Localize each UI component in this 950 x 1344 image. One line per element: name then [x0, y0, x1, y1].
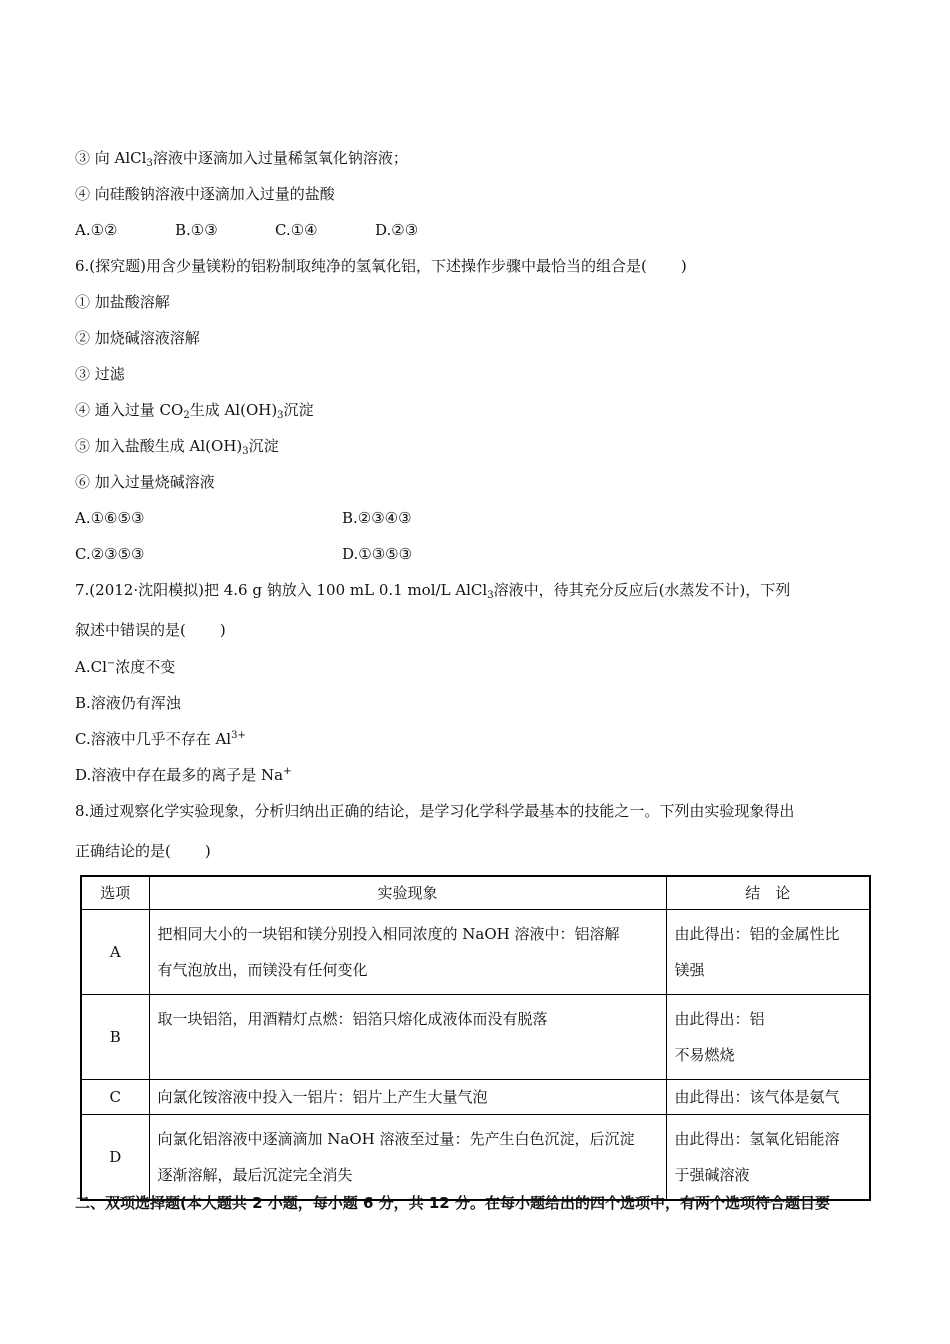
- header-conclusion: 结 论: [666, 876, 870, 910]
- table-row: [81, 995, 870, 1080]
- row-option: A: [81, 910, 149, 995]
- q6-step-1: ① 加盐酸溶解: [75, 293, 170, 311]
- header-phenomenon: 实验现象: [149, 876, 666, 910]
- table-row: [81, 910, 870, 995]
- row-phenomenon: 向氯化铝溶液中逐滴滴加 NaOH 溶液至过量：先产生白色沉淀，后沉淀 逐渐溶解，最后沉淀完全消失: [149, 1115, 666, 1201]
- table-row: [81, 1115, 870, 1201]
- q6-step-6: ⑥ 加入过量烧碱溶液: [75, 473, 215, 491]
- q8-stem-line-2: 正确结论的是( ): [75, 842, 211, 860]
- q6-step-5: ⑤ 加入盐酸生成 $Al(OH)_3$沉淀: [75, 437, 279, 457]
- table-row: [81, 1080, 870, 1115]
- row-conclusion: 由此得出：铝的金属性比 镁强: [666, 910, 870, 995]
- q8-stem: 8.通过观察化学实验现象，分析归纳出正确的结论，是学习化学科学最基本的技能之一。下列由实验现象得出: [75, 802, 795, 820]
- q6-option-c: C.②③⑤③: [75, 545, 145, 563]
- row-conclusion: 由此得出：该气体是氨气: [666, 1080, 870, 1115]
- q7-option-b: B.溶液仍有浑浊: [75, 694, 181, 712]
- row-conclusion: 由此得出：铝 不易燃烧: [666, 995, 870, 1080]
- q7-option-a: A.Cl−浓度不变: [75, 658, 176, 676]
- q6-step-4: ④ 通入过量 $CO_2$生成 $Al(OH)_3$沉淀: [75, 401, 314, 421]
- q5-option-b: B.①③: [175, 221, 218, 239]
- row-phenomenon: 取一块铝箔，用酒精灯点燃：铝箔只熔化成液体而没有脱落: [149, 995, 666, 1080]
- q6-step-2: ② 加烧碱溶液溶解: [75, 329, 200, 347]
- row-option: B: [81, 995, 149, 1080]
- q6-option-a: A.①⑥⑤③: [75, 509, 145, 527]
- table-header-row: [81, 876, 870, 910]
- q5-item-4: ④ 向硅酸钠溶液中逐滴加入过量的盐酸: [75, 185, 335, 203]
- q7-stem-line-2: 叙述中错误的是( ): [75, 621, 226, 639]
- q7-option-c: C.溶液中几乎不存在 $Al^{3+}$: [75, 730, 246, 748]
- q5-option-c: C.①④: [275, 221, 318, 239]
- q5-item-3: ③ 向 AlCl$_3$溶液中逐滴加入过量稀氢氧化钠溶液；: [75, 149, 408, 169]
- q5-option-d: D.②③: [375, 221, 419, 239]
- q7-option-d: D.溶液中存在最多的离子是 Na+: [75, 766, 292, 784]
- row-phenomenon: 向氯化铵溶液中投入一铝片：铝片上产生大量气泡: [149, 1080, 666, 1115]
- q5-option-a: A.①②: [75, 221, 118, 239]
- row-conclusion: 由此得出：氢氧化铝能溶 于强碱溶液: [666, 1115, 870, 1201]
- q6-option-b: B.②③④③: [342, 509, 412, 527]
- section-2-title: 二、双项选择题(本大题共 2 小题，每小题 6 分，共 12 分。在每小题给出的四个选项中，有两个选项符合题目要: [75, 1194, 830, 1212]
- q6-option-d: D.①③⑤③: [342, 545, 413, 563]
- row-phenomenon: 把相同大小的一块铝和镁分别投入相同浓度的 NaOH 溶液中：铝溶解 有气泡放出，而镁没有任何变化: [149, 910, 666, 995]
- q7-stem: 7.(2012·沈阳模拟)把 4.6 g 钠放入 100 mL 0.1 mol/L AlCl$_3$溶液中，待其充分反应后(水蒸发不计)，下列: [75, 581, 791, 601]
- experiment-table: [80, 875, 871, 1201]
- header-option: 选项: [81, 876, 149, 910]
- q6-step-3: ③ 过滤: [75, 365, 125, 383]
- row-option: D: [81, 1115, 149, 1201]
- q6-stem: 6.(探究题)用含少量镁粉的铝粉制取纯净的氢氧化铝，下述操作步骤中最恰当的组合是( ): [75, 257, 687, 275]
- row-option: C: [81, 1080, 149, 1115]
